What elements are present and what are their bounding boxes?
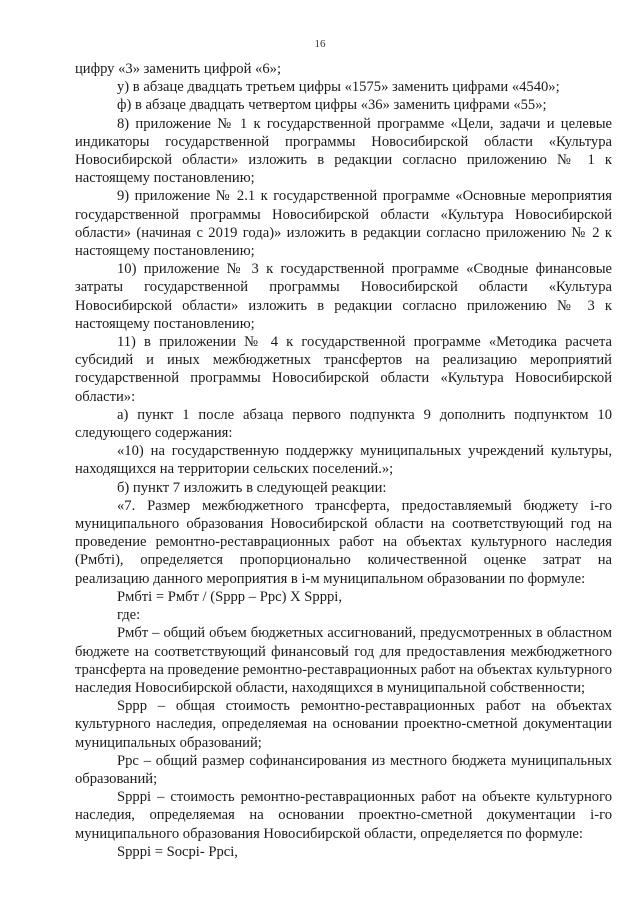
paragraph-digit-replace: цифру «3» заменить цифрой «6»; <box>75 61 281 77</box>
definition-sppp: Sppp – общая стоимость ремонтно-реставрационных работ на объектах культурного наследия, определяемая на основании проектно-сметной документации муниципальных образований; <box>75 698 612 751</box>
definition-rrs: Ррс – общий размер софинансирования из местного бюджета муниципальных образований; <box>75 752 612 787</box>
paragraph-item-9: 9) приложение № 2.1 к государственной программе «Основные мероприятия государственной программы Новосибирской области «Культура Новосибирской области» (начиная с 2019 года)» изложить в редакции согласно приложению № 2 к настоящему постановлению; <box>75 188 612 260</box>
paragraph-item-11: 11) в приложении № 4 к государственной программе «Методика расчета субсидий и иных межбюджетных трансфертов на реализацию мероприятий государственной программы Новосибирской области «Культура Новосибирской области»: <box>75 334 612 405</box>
definition-spppi: Spppi – стоимость ремонтно-реставрационных работ на объекте культурного наследия, определяемая на основании проектно-сметной документации i-го муниципального образования Новосибирской области, определяется по формуле: <box>75 789 612 842</box>
formula-rmbti: Рмбтi = Рмбт / (Sppp – Ppc) X Spppi, <box>117 588 342 605</box>
definition-rmbt: Рмбт – общий объем бюджетных ассигнований, предусмотренных в областном бюджете на соответствующий финансовый год для предоставления межбюджетного трансферта на проведение ремонтно-реставрационных работ на объектах культурного наследия Новосибирской области, находящихся в муниципальной собственности; <box>75 625 612 696</box>
paragraph-item-10: 10) приложение № 3 к государственной программе «Сводные финансовые затраты государственной программы Новосибирской области «Культура Новосибирской области» изложить в редакции согласно приложению № 3 к настоящему постановлению; <box>75 261 612 332</box>
paragraph-subitem-a: а) пункт 1 после абзаца первого подпункта 9 дополнить подпунктом 10 следующего содержания: <box>75 406 612 442</box>
paragraph-item-8: 8) приложение № 1 к государственной программе «Цели, задачи и целевые индикаторы государственной программы Новосибирской области «Культура Новосибирской области» изложить в редакции согласно приложению № 1 к настоящему постановлению; <box>75 115 612 187</box>
paragraph-subitem-b: б) пункт 7 изложить в следующей реакции: <box>117 479 387 496</box>
paragraph-item-u: у) в абзаце двадцать третьем цифры «1575» заменить цифрами «4540»; <box>117 79 560 96</box>
paragraph-quote-10: «10) на государственную поддержку муниципальных учреждений культуры, находящихся на территории сельских поселений.»; <box>75 443 612 478</box>
paragraph-item-f: ф) в абзаце двадцать четвертом цифры «36» заменить цифрами «55»; <box>117 97 547 114</box>
page-number: 16 <box>314 38 326 50</box>
formula-where: где: <box>117 607 141 624</box>
document-body <box>75 60 612 861</box>
paragraph-point-7: «7. Размер межбюджетного трансферта, предоставляемый бюджету i-го муниципального образования Новосибирской области на соответствующий год на проведение ремонтно-реставрационных работ на объектах культурного наследия (Рмбтi), определяется пропорционально количественной оценке затрат на реализацию данного мероприятия в i-м муниципальном образовании по формуле: <box>75 497 612 587</box>
formula-spppi: Spppi = Socpi- Ppci, <box>117 843 238 860</box>
